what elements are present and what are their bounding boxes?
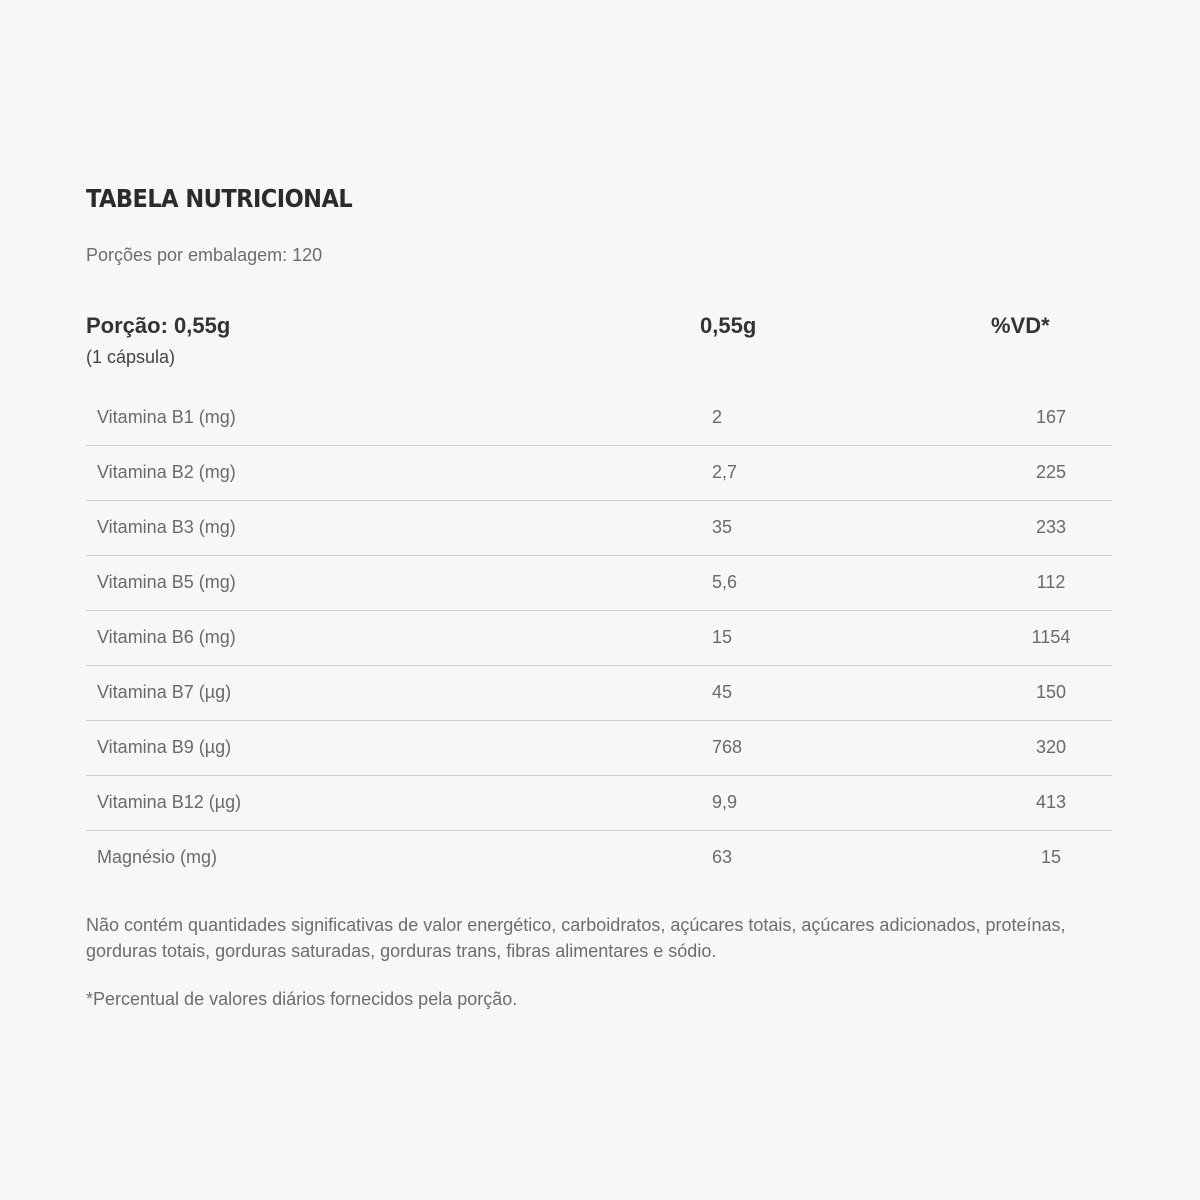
nutrient-vd: 150 (1035, 682, 1067, 702)
table-row (86, 721, 1112, 776)
portion-header: Porção: 0,55g (86, 313, 231, 338)
servings-per-package: Porções por embalagem: 120 (86, 245, 323, 265)
table-row (86, 611, 1112, 666)
nutrient-name: Magnésio (mg) (97, 847, 218, 867)
nutrient-name: Vitamina B5 (mg) (97, 572, 236, 592)
nutrient-vd: 1154 (1031, 627, 1071, 647)
table-row (86, 501, 1112, 556)
table-row (86, 776, 1112, 831)
nutrient-amount: 9,9 (712, 792, 738, 812)
nutrient-name: Vitamina B7 (µg) (97, 682, 232, 702)
nutrition-note: Não contém quantidades significativas de valor energético, carboidratos, açúcares totais, açúcares adicionados, proteínas, gorduras totais, gorduras saturadas, gorduras trans, fibras alimentares e sódio. (86, 915, 1066, 961)
nutrient-amount: 45 (712, 682, 733, 702)
nutrient-vd: 413 (1035, 792, 1067, 812)
nutrient-amount: 15 (712, 627, 733, 647)
table-row (86, 556, 1112, 611)
nutrient-amount: 2 (712, 407, 723, 427)
nutrient-name: Vitamina B1 (mg) (97, 407, 236, 427)
nutrient-amount: 5,6 (712, 572, 738, 592)
nutrient-name: Vitamina B2 (mg) (97, 462, 236, 482)
nutrient-amount: 63 (712, 847, 733, 867)
table-row (86, 666, 1112, 721)
nutrient-amount: 768 (712, 737, 743, 757)
page-title: TABELA NUTRICIONAL (86, 184, 353, 213)
portion-subheader: (1 cápsula) (86, 347, 176, 367)
nutrient-amount: 2,7 (712, 462, 738, 482)
vd-column-header: %VD* (991, 313, 1050, 338)
nutrient-amount: 35 (712, 517, 733, 537)
table-row (86, 391, 1112, 446)
nutrient-vd: 233 (1035, 517, 1067, 537)
nutrient-vd: 225 (1035, 462, 1067, 482)
nutrient-name: Vitamina B6 (mg) (97, 627, 236, 647)
nutrient-vd: 112 (1036, 572, 1066, 592)
nutrient-vd: 167 (1035, 407, 1067, 427)
table-row (86, 831, 1112, 885)
nutrient-vd: 15 (1040, 847, 1062, 867)
nutrient-name: Vitamina B3 (mg) (97, 517, 236, 537)
table-row (86, 446, 1112, 501)
nutrition-table (86, 391, 1112, 885)
nutrient-name: Vitamina B9 (µg) (97, 737, 232, 757)
nutrient-vd: 320 (1035, 737, 1067, 757)
nutrient-name: Vitamina B12 (µg) (97, 792, 242, 812)
amount-column-header: 0,55g (700, 313, 757, 338)
vd-footnote: *Percentual de valores diários fornecidos pela porção. (86, 989, 518, 1009)
